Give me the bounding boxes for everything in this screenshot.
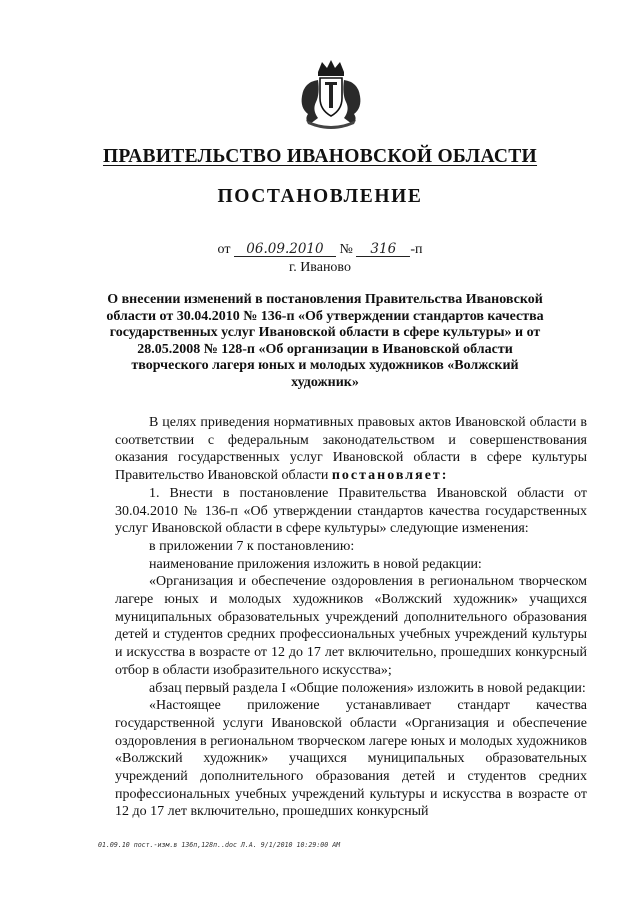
spaced-verb: постановляет:	[331, 468, 449, 484]
right-supporter-shape	[343, 80, 360, 124]
paragraph: 1. Внести в постановление Правительства Ивановской области от 30.04.2010 № 136-п «Об утверждении стандартов качества государственных услуг Ивановской области в сфере культуры» следующие изменения:	[115, 485, 587, 537]
city: г. Иваново	[289, 260, 351, 275]
handwritten-date: 06.09.2010	[234, 242, 336, 257]
paragraph: абзац первый раздела I «Общие положения» изложить в новой редакции:	[149, 680, 586, 696]
date-number-line	[0, 242, 640, 258]
document-type: ПОСТАНОВЛЕНИЕ	[217, 186, 423, 207]
shield-column	[329, 82, 333, 108]
date-prefix: от	[217, 242, 231, 257]
paragraph: в приложении 7 к постановлению:	[149, 538, 355, 554]
crown-band	[318, 72, 344, 76]
paragraph: В целях приведения нормативных правовых актов Ивановской области в соответствии с федеральным законодательством и совершенствования оказания государственных услуг Ивановской области в сфере культуры Правительство Ивановской области постановляет:	[115, 415, 587, 484]
file-footer: 01.09.10 пост.-изм.в 136п,128п..doc Л.А. 9/1/2010 10:29:00 AM	[98, 841, 341, 849]
document-body	[115, 414, 587, 821]
paragraph: «Настоящее приложение устанавливает стандарт качества государственной услуги Ивановской области «Организация и обеспечение оздоровления в региональном творческом лагере юных и молодых художников «Волжский художник» учащихся муниципальных образовательных учреждений дополнительного образования детей и студентов средних профессиональных учебных учреждений культуры и искусства в возрасте от 12 до 17 лет включительно, прошедших конкурсный	[115, 698, 587, 820]
document-heading: О внесении изменений в постановления Правительства Ивановской области от 30.04.2010 № 136-п «Об утверждении стандартов качества государственных услуг Ивановской области в сфере культуры» и от 28.05.2008 № 128-п «Об организации в Ивановской области творческого лагеря юных и молодых художников «Волжский художник»	[106, 292, 544, 390]
paragraph: «Организация и обеспечение оздоровления в региональном творческом лагере юных и молодых художников «Волжский художник» учащихся муниципальных образовательных учреждений дополнительного образования детей и студентов средних профессиональных учебных учреждений культуры и искусства в возрасте от 12 до 17 лет включительно, прошедших конкурсный отбор в области изобразительного искусства»;	[115, 574, 587, 678]
number-label: №	[339, 242, 353, 257]
organization-title: ПРАВИТЕЛЬСТВО ИВАНОВСКОЙ ОБЛАСТИ	[102, 146, 538, 167]
crown-shape	[318, 60, 344, 72]
paragraph: наименование приложения изложить в новой редакции:	[149, 556, 482, 572]
left-supporter-shape	[302, 80, 319, 124]
handwritten-number: 316	[356, 242, 410, 257]
number-suffix: -п	[410, 242, 423, 257]
coat-of-arms-icon	[296, 58, 366, 130]
